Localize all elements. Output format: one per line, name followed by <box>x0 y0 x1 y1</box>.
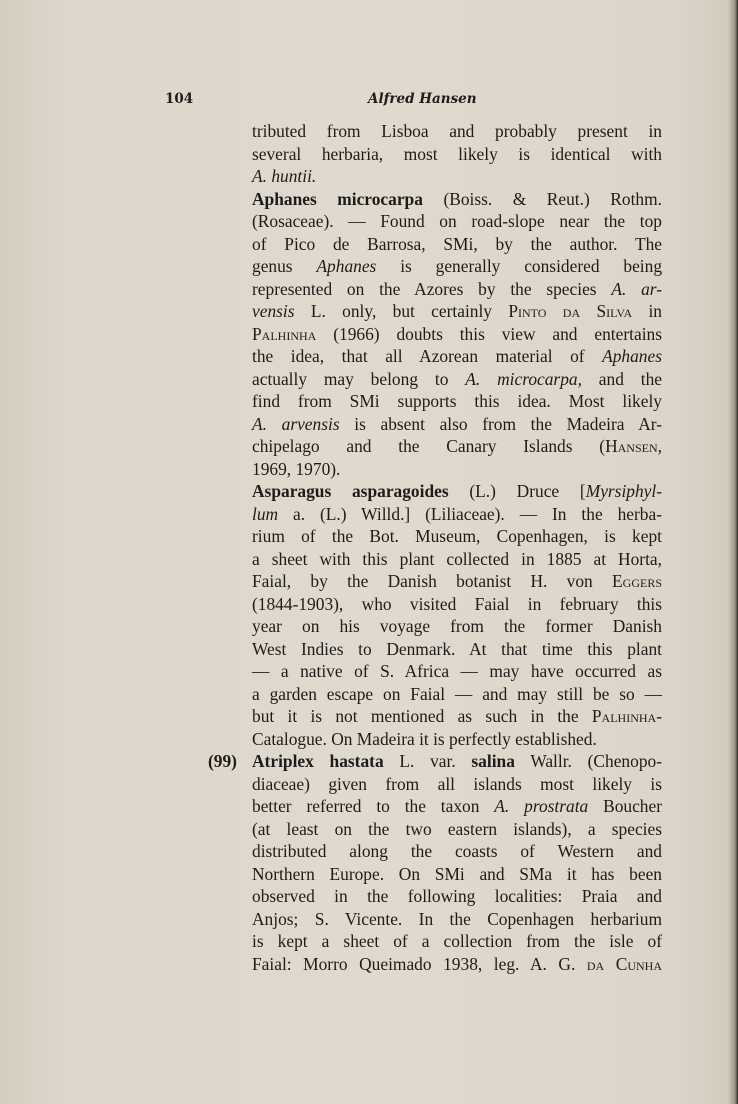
text-line: rium of the Bot. Museum, Copenhagen, is kept <box>252 526 662 546</box>
text-line: lum a. (L.) Willd.] (Liliaceae). — In the herba- <box>252 503 662 524</box>
species-name: Aphanes microcarpa <box>252 188 423 209</box>
text-line: Anjos; S. Vicente. In the Copenhagen herbarium <box>252 908 662 929</box>
author-name: Palhinha <box>252 323 317 344</box>
text-line: actually may belong to A. microcarpa, and the <box>252 368 662 389</box>
text-line: A. arvensis is absent also from the Madeira Ar- <box>252 413 662 434</box>
text-line: — a native of S. Africa — may have occurred as <box>252 661 662 681</box>
text-line: Catalogue. On Madeira it is perfectly established. <box>252 728 597 749</box>
text-line: year on his voyage from the former Danish <box>252 616 662 636</box>
author-name: Hansen, <box>605 436 662 456</box>
text-line: the idea, that all Azorean material of Aphanes <box>252 346 662 366</box>
text-line: (at least on the two eastern islands), a species <box>252 818 662 839</box>
species-name: Atriplex hastata <box>252 751 384 771</box>
text-line: Palhinha (1966) doubts this view and entertains <box>252 323 662 344</box>
author-name: Pinto da Silva <box>508 301 633 321</box>
text-line: 1969, 1970). <box>252 458 341 479</box>
text-line: a garden escape on Faial — and may still be so — <box>252 683 662 704</box>
text-line: is kept a sheet of a collection from the isle of <box>252 931 662 951</box>
text-line: (Rosaceae). — Found on road-slope near the top <box>252 211 662 231</box>
text-line: observed in the following localities: Praia and <box>252 886 662 906</box>
text-line: better referred to the taxon A. prostrata Boucher <box>252 796 663 816</box>
text-line: represented on the Azores by the species A. ar- <box>252 278 662 299</box>
text-line: Northern Europe. On SMi and SMa it has been <box>252 863 662 884</box>
text-line: Faial, by the Danish botanist H. von Eggers <box>252 571 662 591</box>
text-line: distributed along the coasts of Western and <box>252 841 662 861</box>
text-line: West Indies to Denmark. At that time this plant <box>252 638 662 659</box>
body-text <box>208 120 663 975</box>
running-title: Alfred Hansen <box>368 91 477 107</box>
text-line: chipelago and the Canary Islands (Hansen, <box>252 436 662 456</box>
page-number: 104 <box>165 91 194 107</box>
page-binding-shadow <box>728 0 738 1104</box>
text-line: Aphanes microcarpa (Boiss. & Reut.) Rothm. <box>252 188 662 209</box>
text-line: Asparagus asparagoides (L.) Druce [Myrsiphyl- <box>252 481 663 501</box>
author-name: Eggers <box>612 571 662 591</box>
page-header <box>165 91 665 111</box>
text-line: genus Aphanes is generally considered being <box>252 256 663 276</box>
text-line: Faial: Morro Queimado 1938, leg. A. G. da Cunha <box>252 953 662 974</box>
author-name: Palhinha- <box>591 706 662 726</box>
text-line: vensis L. only, but certainly Pinto da Silva in <box>252 301 662 321</box>
text-line: tributed from Lisboa and probably present in <box>252 121 662 141</box>
text-line: A. huntii. <box>252 166 317 186</box>
author-name: da Cunha <box>586 953 662 974</box>
text-line: of Pico de Barrosa, SMi, by the author. The <box>252 233 662 254</box>
text-line: diaceae) given from all islands most likely is <box>252 773 662 794</box>
text-line: but it is not mentioned as such in the Palhinha- <box>252 706 662 726</box>
species-name: Asparagus asparagoides <box>252 481 449 501</box>
entry-number: (99) <box>208 751 237 771</box>
text-line: (99) Atriplex hastata L. var. salina Wallr. (Chenopo- <box>208 751 663 771</box>
text-line: a sheet with this plant collected in 1885 at Horta, <box>252 548 662 569</box>
text-line: find from SMi supports this idea. Most likely <box>252 391 662 411</box>
text-line: several herbaria, most likely is identical with <box>252 143 662 164</box>
text-line: (1844-1903), who visited Faial in february this <box>252 593 662 614</box>
